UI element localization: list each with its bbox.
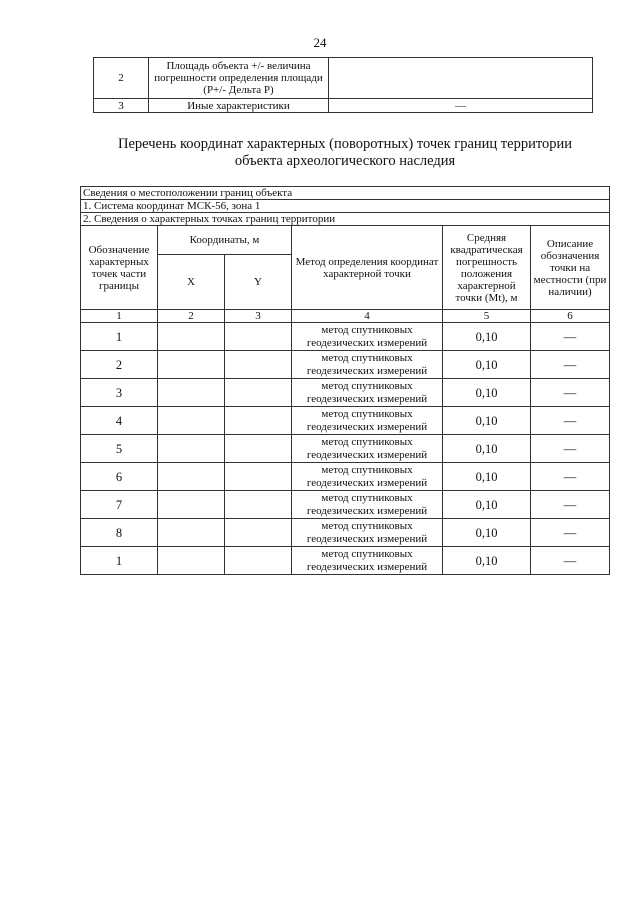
column-number: 5 [443,310,531,323]
header-y: Y [225,255,292,310]
description-cell: — [531,379,610,407]
description-cell: — [531,407,610,435]
section-title-line: Перечень координат характерных (поворотных) точек границ территории [117,136,573,152]
column-number: 3 [225,310,292,323]
y-cell [225,519,292,547]
x-cell [158,435,225,463]
accuracy-cell: 0,10 [443,351,531,379]
method-cell: метод спутниковых геодезических измерений [292,435,443,463]
description-cell: — [531,323,610,351]
header-row [81,226,610,255]
method-cell: метод спутниковых геодезических измерений [292,323,443,351]
point-cell: 8 [81,519,158,547]
row-value: — [329,99,593,113]
table-row [81,379,610,407]
method-cell: метод спутниковых геодезических измерений [292,379,443,407]
point-cell: 3 [81,379,158,407]
info-row [81,187,610,200]
accuracy-cell: 0,10 [443,519,531,547]
table-row [81,519,610,547]
row-number: 2 [94,58,149,99]
info-cell: Сведения о местоположении границ объекта [81,187,610,200]
accuracy-cell: 0,10 [443,491,531,519]
table-row [81,407,610,435]
info-row [81,200,610,213]
header-method: Метод определения координат характерной точки [292,226,443,310]
row-label: Иные характеристики [149,99,329,113]
accuracy-cell: 0,10 [443,323,531,351]
section-title-line: объекта археологического наследия [234,153,456,169]
header-coordinates: Координаты, м [158,226,292,255]
column-number: 2 [158,310,225,323]
header-description: Описание обозначения точки на местности (при наличии) [531,226,610,310]
coordinates-table [80,186,610,575]
y-cell [225,323,292,351]
point-cell: 5 [81,435,158,463]
column-number: 4 [292,310,443,323]
accuracy-cell: 0,10 [443,407,531,435]
object-characteristics-table [93,57,593,113]
x-cell [158,351,225,379]
point-cell: 4 [81,407,158,435]
column-number-row [81,310,610,323]
method-cell: метод спутниковых геодезических измерений [292,407,443,435]
x-cell [158,519,225,547]
section-title [60,136,630,170]
table-row [81,351,610,379]
info-cell: 1. Система координат МСК-56, зона 1 [81,200,610,213]
coordinates-table-body [81,323,610,575]
x-cell [158,491,225,519]
method-cell: метод спутниковых геодезических измерений [292,351,443,379]
description-cell: — [531,435,610,463]
info-cell: 2. Сведения о характерных точках границ территории [81,213,610,226]
column-number: 1 [81,310,158,323]
x-cell [158,379,225,407]
table-row [81,323,610,351]
column-number: 6 [531,310,610,323]
y-cell [225,547,292,575]
description-cell: — [531,463,610,491]
header-accuracy: Средняя квадратическая погрешность положения характерной точки (Mt), м [443,226,531,310]
point-cell: 2 [81,351,158,379]
accuracy-cell: 0,10 [443,547,531,575]
accuracy-cell: 0,10 [443,379,531,407]
x-cell [158,463,225,491]
page-number: 24 [313,35,327,50]
row-number: 3 [94,99,149,113]
x-cell [158,407,225,435]
accuracy-cell: 0,10 [443,463,531,491]
method-cell: метод спутниковых геодезических измерений [292,519,443,547]
table-row [81,547,610,575]
point-cell: 7 [81,491,158,519]
row-value [329,58,593,99]
y-cell [225,407,292,435]
table-row [94,99,593,113]
table-row [81,463,610,491]
y-cell [225,491,292,519]
method-cell: метод спутниковых геодезических измерений [292,547,443,575]
table-row [94,58,593,99]
table-row [81,491,610,519]
x-cell [158,547,225,575]
table-row [81,435,610,463]
y-cell [225,435,292,463]
method-cell: метод спутниковых геодезических измерений [292,463,443,491]
header-designation: Обозначение характерных точек части границы [81,226,158,310]
method-cell: метод спутниковых геодезических измерений [292,491,443,519]
y-cell [225,351,292,379]
row-label: Площадь объекта +/- величина погрешности определения площади (Р+/- Дельта Р) [149,58,329,99]
point-cell: 1 [81,547,158,575]
point-cell: 1 [81,323,158,351]
y-cell [225,379,292,407]
info-row [81,213,610,226]
description-cell: — [531,351,610,379]
description-cell: — [531,547,610,575]
accuracy-cell: 0,10 [443,435,531,463]
x-cell [158,323,225,351]
header-x: X [158,255,225,310]
description-cell: — [531,491,610,519]
description-cell: — [531,519,610,547]
point-cell: 6 [81,463,158,491]
y-cell [225,463,292,491]
